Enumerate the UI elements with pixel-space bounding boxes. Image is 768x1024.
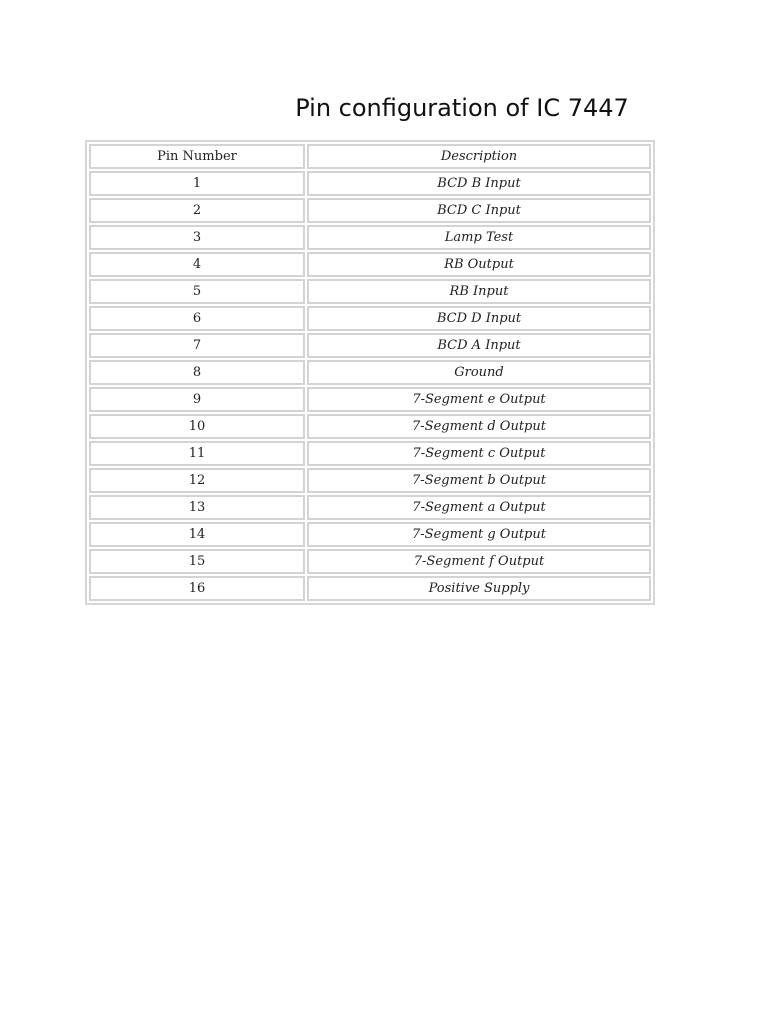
table-row — [89, 252, 651, 277]
table-row — [89, 279, 651, 304]
description-cell: 7-Segment c Output — [307, 441, 651, 466]
table-row — [89, 171, 651, 196]
page-title: Pin configuration of IC 7447 — [295, 94, 629, 122]
description-cell: BCD A Input — [307, 333, 651, 358]
description-cell: Lamp Test — [307, 225, 651, 250]
description-cell: 7-Segment d Output — [307, 414, 651, 439]
table-body — [89, 144, 651, 601]
table-row — [89, 576, 651, 601]
description-cell: 7-Segment e Output — [307, 387, 651, 412]
description-cell: Positive Supply — [307, 576, 651, 601]
description-cell: 7-Segment g Output — [307, 522, 651, 547]
table-row — [89, 549, 651, 574]
table-row — [89, 360, 651, 385]
pin-configuration-table — [85, 140, 655, 605]
table-row — [89, 387, 651, 412]
pin-number-cell: 4 — [89, 252, 305, 277]
description-cell: Ground — [307, 360, 651, 385]
header-description: Description — [307, 144, 651, 169]
table-row — [89, 495, 651, 520]
pin-number-cell: 12 — [89, 468, 305, 493]
pin-number-cell: 11 — [89, 441, 305, 466]
table-row — [89, 414, 651, 439]
header-pin-number: Pin Number — [89, 144, 305, 169]
description-cell: RB Input — [307, 279, 651, 304]
table-row — [89, 225, 651, 250]
description-cell: 7-Segment a Output — [307, 495, 651, 520]
pin-number-cell: 2 — [89, 198, 305, 223]
pin-number-cell: 9 — [89, 387, 305, 412]
pin-number-cell: 14 — [89, 522, 305, 547]
pin-number-cell: 16 — [89, 576, 305, 601]
description-cell: 7-Segment b Output — [307, 468, 651, 493]
description-cell: BCD C Input — [307, 198, 651, 223]
table-header-row — [89, 144, 651, 169]
table-row — [89, 468, 651, 493]
pin-number-cell: 13 — [89, 495, 305, 520]
pin-number-cell: 5 — [89, 279, 305, 304]
pin-number-cell: 1 — [89, 171, 305, 196]
description-cell: RB Output — [307, 252, 651, 277]
description-cell: BCD D Input — [307, 306, 651, 331]
table-row — [89, 441, 651, 466]
pin-number-cell: 7 — [89, 333, 305, 358]
pin-number-cell: 3 — [89, 225, 305, 250]
table-row — [89, 522, 651, 547]
pin-number-cell: 10 — [89, 414, 305, 439]
description-cell: BCD B Input — [307, 171, 651, 196]
table-row — [89, 306, 651, 331]
pin-number-cell: 15 — [89, 549, 305, 574]
description-cell: 7-Segment f Output — [307, 549, 651, 574]
table-row — [89, 198, 651, 223]
table-row — [89, 333, 651, 358]
pin-number-cell: 6 — [89, 306, 305, 331]
pin-number-cell: 8 — [89, 360, 305, 385]
